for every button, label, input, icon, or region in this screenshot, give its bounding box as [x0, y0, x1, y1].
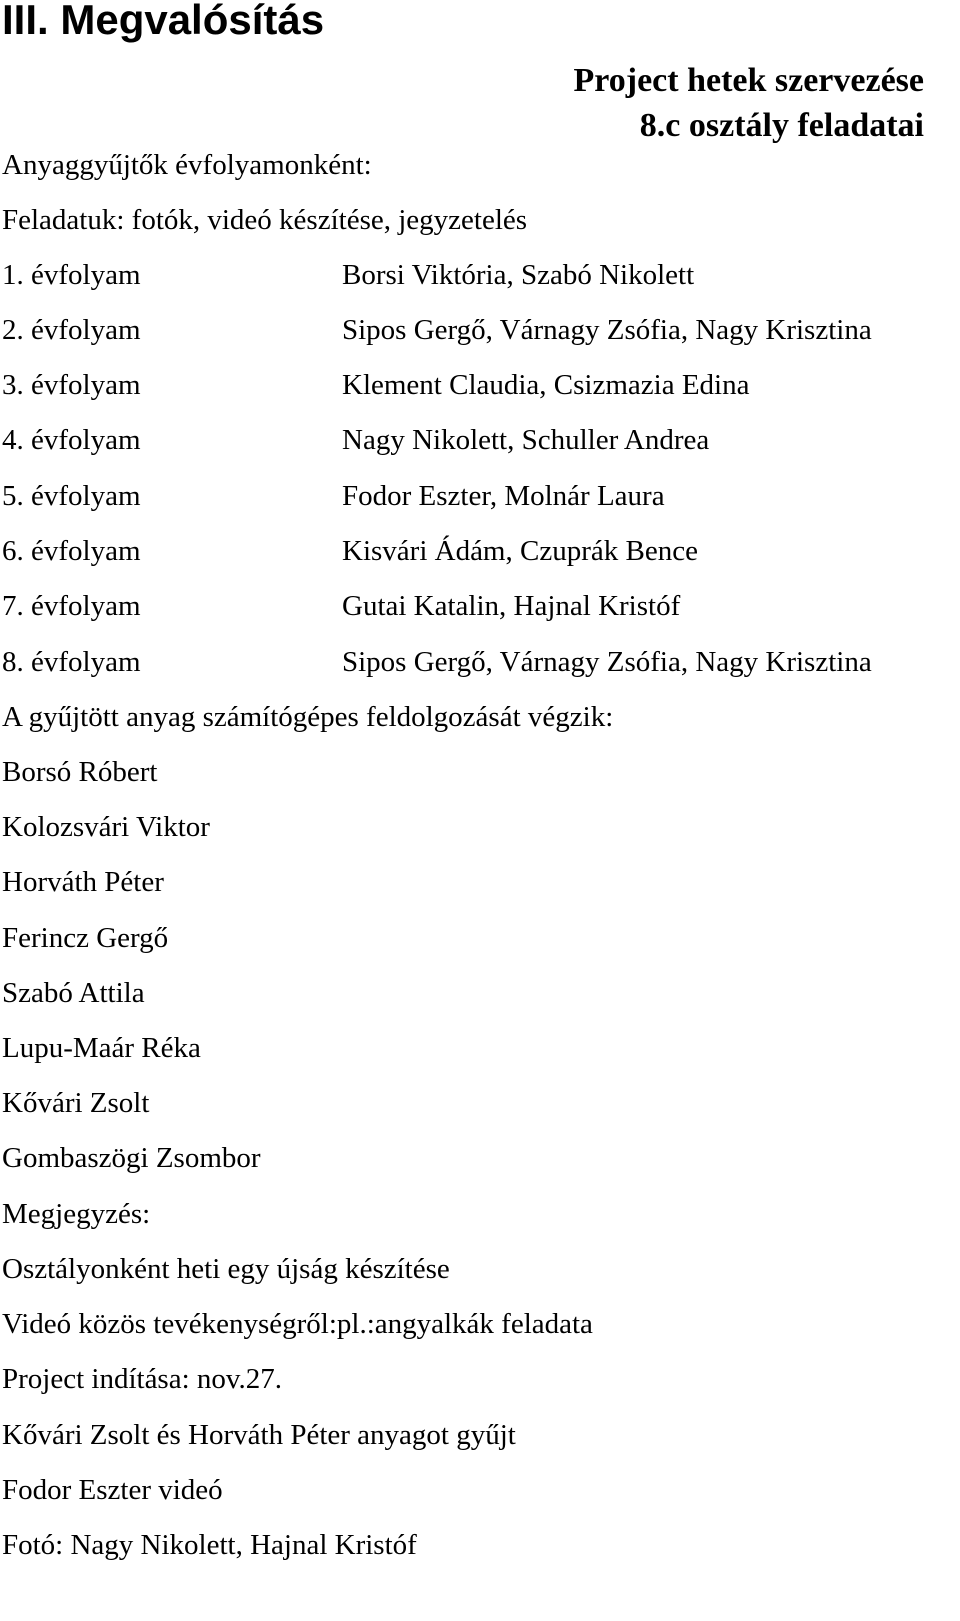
page-title: III. Megvalósítás	[2, 0, 325, 43]
processor-name: Kolozsvári Viktor	[2, 811, 210, 843]
project-heading-line-1: Project hetek szervezése	[573, 62, 924, 99]
grade-names: Nagy Nikolett, Schuller Andrea	[342, 424, 710, 456]
grade-names: Fodor Eszter, Molnár Laura	[342, 480, 665, 512]
processing-intro: A gyűjtött anyag számítógépes feldolgozását végzik:	[2, 701, 614, 733]
note-line: Fotó: Nagy Nikolett, Hajnal Kristóf	[2, 1529, 417, 1561]
processor-name: Gombaszögi Zsombor	[2, 1142, 261, 1174]
tasks-line: Feladatuk: fotók, videó készítése, jegyzetelés	[2, 204, 528, 236]
note-line: Fodor Eszter videó	[2, 1474, 223, 1506]
processor-name: Szabó Attila	[2, 977, 145, 1009]
grade-names: Gutai Katalin, Hajnal Kristóf	[342, 590, 681, 622]
grade-label: 8. évfolyam	[2, 646, 141, 678]
note-line: Osztályonként heti egy újság készítése	[2, 1253, 450, 1285]
notes-label: Megjegyzés:	[2, 1198, 151, 1230]
processor-name: Kővári Zsolt	[2, 1087, 150, 1119]
grade-names: Sipos Gergő, Várnagy Zsófia, Nagy Krisztina	[342, 646, 872, 678]
project-heading	[574, 58, 925, 148]
grade-label: 6. évfolyam	[2, 535, 141, 567]
processor-name: Lupu-Maár Réka	[2, 1032, 201, 1064]
processor-name: Horváth Péter	[2, 866, 164, 898]
grade-label: 1. évfolyam	[2, 259, 141, 291]
project-heading-line-2: 8.c osztály feladatai	[639, 107, 924, 144]
processor-name: Ferincz Gergő	[2, 922, 169, 954]
grade-label: 2. évfolyam	[2, 314, 141, 346]
processor-name: Borsó Róbert	[2, 756, 158, 788]
note-line: Videó közös tevékenységről:pl.:angyalkák feladata	[2, 1308, 593, 1340]
grade-names: Sipos Gergő, Várnagy Zsófia, Nagy Krisztina	[342, 314, 872, 346]
note-line: Project indítása: nov.27.	[2, 1363, 283, 1395]
grade-label: 4. évfolyam	[2, 424, 141, 456]
grade-label: 7. évfolyam	[2, 590, 141, 622]
grade-label: 5. évfolyam	[2, 480, 141, 512]
grade-names: Borsi Viktória, Szabó Nikolett	[342, 259, 695, 291]
grade-label: 3. évfolyam	[2, 369, 141, 401]
note-line: Kővári Zsolt és Horváth Péter anyagot gyűjt	[2, 1419, 516, 1451]
grade-names: Kisvári Ádám, Czuprák Bence	[342, 535, 698, 567]
collectors-intro: Anyaggyűjtők évfolyamonként:	[2, 149, 372, 181]
grade-names: Klement Claudia, Csizmazia Edina	[342, 369, 750, 401]
